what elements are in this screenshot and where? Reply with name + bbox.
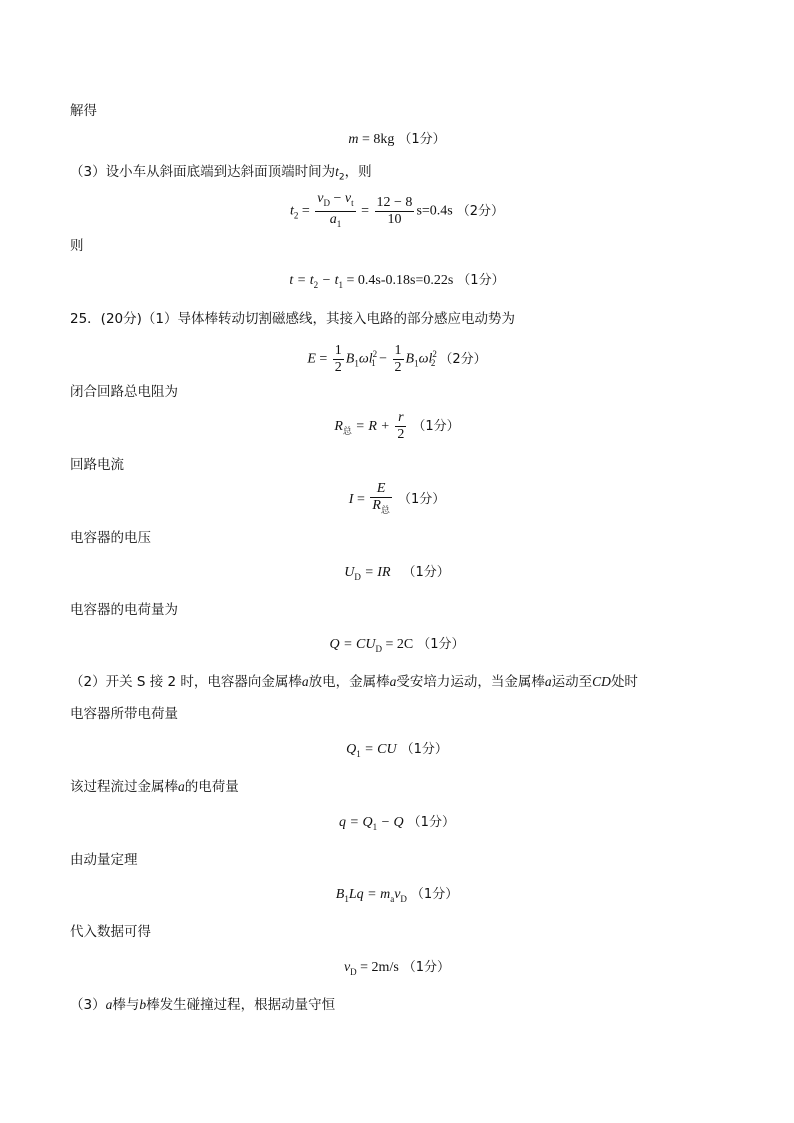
eq4-half2-den: 2 — [394, 359, 402, 375]
eq2-den2: 10 — [387, 211, 402, 227]
eq4-l2-sup: 2 — [432, 349, 437, 359]
eq8-tail: = 2C — [382, 637, 414, 652]
eq4-b1-sub: 1 — [354, 358, 359, 369]
eq2-num-a: v — [317, 191, 324, 206]
eq4-l1-sup: 2 — [372, 349, 378, 359]
part3-intro-b: ，则 — [344, 164, 372, 180]
part3-intro-sub: 2 — [338, 172, 345, 183]
part2-a: （2）开关 S 接 2 时，电容器向金属棒 — [70, 674, 302, 690]
eq11-mid-sub: a — [390, 893, 395, 904]
charge-a-var: a — [178, 779, 185, 794]
eq5-points: （1分） — [412, 419, 460, 434]
part2-b: 放电，金属棒 — [308, 674, 390, 690]
eq4-w2: ω — [418, 351, 429, 367]
eq4-l2: l — [428, 351, 433, 367]
text-jiede: 解得 — [70, 103, 97, 119]
eq6-den-sub: 总 — [380, 505, 390, 516]
eq5-den: 2 — [397, 427, 405, 443]
eq7-points: （1分） — [402, 565, 450, 580]
eq9-points: （1分） — [400, 742, 448, 757]
equation-current: I = $\frac{E}{R_总}$ （1分） — [0, 481, 794, 519]
eq10-mid: = Q — [346, 815, 373, 830]
eq3-mid2: − t — [318, 273, 339, 288]
eq4-points: （2分） — [439, 351, 487, 367]
eq4-half-1 — [333, 343, 344, 376]
text-part2-intro — [70, 673, 638, 691]
eq1-lhs: m — [348, 132, 359, 147]
eq6-points: （1分） — [397, 492, 446, 507]
text-charge-through-a — [70, 778, 239, 796]
eq11-tail: v — [394, 887, 401, 902]
eq11-tail-sub: D — [400, 893, 407, 904]
eq12-lhs: v — [343, 960, 351, 975]
eq8-lhs: Q — [329, 637, 340, 652]
part2-d-var: CD — [592, 674, 611, 689]
eq2-frac-symbolic: $\frac{v_D - v_t}{a_1}$ — [317, 191, 354, 229]
collision-prefix: （3） — [70, 997, 106, 1013]
eq8-mid-sub: D — [375, 643, 382, 654]
eq10-lhs: q — [339, 815, 347, 830]
text-part3-collision — [70, 996, 335, 1014]
eq2-num-a-sub: D — [323, 197, 330, 208]
eq2-points: （2分） — [456, 203, 505, 219]
eq11-lhs-sub: 1 — [344, 893, 349, 904]
eq1-rhs: = 8kg — [358, 132, 395, 147]
eq3-mid2-sub: 1 — [338, 279, 343, 290]
text-loop-current: 回路电流 — [70, 457, 124, 473]
eq4-w1: ω — [358, 351, 369, 367]
eq5-frac — [395, 410, 406, 443]
text-capacitor-charge: 电容器的电荷量为 — [70, 602, 178, 618]
equation-momentum — [0, 886, 794, 908]
eq7-rhs: = IR — [360, 565, 391, 580]
eq2-num-b-sub: t — [351, 197, 354, 208]
eq5-lhs: R — [334, 419, 343, 434]
eq4-l1-sub: 1 — [371, 358, 376, 369]
text-capacitor-voltage: 电容器的电压 — [70, 530, 151, 546]
text-substitute: 代入数据可得 — [70, 924, 151, 940]
eq2-den: a — [329, 211, 337, 227]
eq6-num: E — [370, 481, 392, 498]
eq4-half-2 — [393, 343, 404, 376]
equation-t — [0, 272, 794, 294]
text-capacitor-remaining: 电容器所带电荷量 — [70, 706, 178, 722]
text-q25-intro: 25．(20分)（1）导体棒转动切割磁感线，其接入电路的部分感应电动势为 — [70, 311, 515, 327]
equation-mass — [0, 131, 794, 149]
text-total-resistance: 闭合回路总电阻为 — [70, 384, 178, 400]
eq12-lhs-sub: D — [350, 966, 357, 977]
eq3-lhs: t — [289, 273, 294, 288]
eq7-lhs-sub: D — [354, 571, 361, 582]
eq8-mid: = CU — [339, 637, 376, 652]
eq9-lhs-sub: 1 — [356, 748, 361, 759]
text-momentum-theorem: 由动量定理 — [70, 852, 138, 868]
eq2-num2: 12 − 8 — [376, 194, 413, 210]
equation-velocity — [0, 959, 794, 981]
part2-c-var: a — [544, 674, 552, 689]
eq2-den-sub: 1 — [336, 218, 342, 229]
equation-resistance — [0, 408, 794, 446]
part3-intro-a: （3）设小车从斜面底端到达斜面顶端时间为 — [70, 164, 336, 180]
eq4-half2-num: 1 — [394, 342, 402, 358]
collision-b: 棒发生碰撞过程，根据动量守恒 — [146, 997, 336, 1013]
part2-b-var: a — [389, 674, 397, 689]
eq2-num-b: v — [344, 191, 352, 206]
eq5-mid: = R + — [351, 419, 394, 434]
eq4-half1-den: 2 — [334, 359, 342, 375]
eq6-lhs: I — [348, 492, 354, 507]
eq11-points: （1分） — [410, 887, 459, 902]
eq12-rhs: = 2m/s — [356, 960, 399, 975]
eq3-points: （1分） — [457, 273, 505, 288]
charge-a-suffix: 的电荷量 — [184, 779, 239, 795]
collision-var-a: a — [105, 997, 113, 1012]
eq3-tail: = 0.4s-0.18s=0.22s — [342, 273, 454, 288]
eq3-mid-sub: 2 — [313, 279, 319, 290]
eq4-b1: B — [345, 351, 355, 367]
eq2-frac-numeric — [375, 195, 415, 228]
text-ze: 则 — [70, 238, 84, 254]
eq9-lhs: Q — [346, 742, 357, 757]
eq8-points: （1分） — [417, 637, 465, 652]
equation-charge — [0, 636, 794, 658]
eq11-lhs: B — [335, 887, 345, 902]
collision-var-b: b — [139, 997, 147, 1012]
eq4-l1: l — [368, 351, 373, 367]
eq4-b2: B — [405, 351, 415, 367]
eq1-points: （1分） — [398, 132, 446, 147]
equation-t2: $t_2$ = $\frac{v_D - v_t}{a_1}$ = $\frac{12 - 8}{10}$ s=0.4s （2分） — [0, 191, 794, 229]
eq6-frac — [370, 481, 392, 518]
part2-a-var: a — [301, 674, 309, 689]
part2-c: 受安培力运动，当金属棒 — [396, 674, 545, 690]
eq2-lhs: t — [289, 203, 294, 219]
eq7-lhs: U — [344, 565, 355, 580]
equation-q — [0, 814, 794, 836]
eq4-half1-num: 1 — [334, 342, 342, 358]
collision-a: 棒与 — [112, 997, 140, 1013]
eq12-points: （1分） — [402, 960, 451, 975]
eq10-points: （1分） — [407, 815, 455, 830]
equation-voltage — [0, 564, 794, 586]
eq5-lhs-sub: 总 — [342, 425, 352, 436]
charge-a-prefix: 该过程流过金属棒 — [70, 779, 178, 795]
equation-emf: E = $\frac{1}{2}$ $B_1\omega l^2_1$ − $\frac{1}{2}$ $B_1\omega l^2_2$ （2分） — [307, 342, 487, 375]
part2-e: 处时 — [610, 674, 638, 690]
eq2-tail: s=0.4s — [416, 203, 453, 219]
eq4-lhs: E — [307, 351, 316, 367]
eq4-l2-sub: 2 — [430, 358, 436, 369]
eq2-lhs-sub: 2 — [293, 210, 299, 221]
eq9-rhs: = CU — [360, 742, 397, 757]
eq5-num: r — [395, 410, 406, 427]
eq10-mid-sub: 1 — [372, 821, 378, 832]
eq10-tail: − Q — [377, 815, 404, 830]
text-part3-intro — [70, 163, 372, 187]
eq6-den: R — [372, 498, 381, 514]
eq11-mid: Lq = m — [348, 887, 391, 902]
equation-q1 — [0, 741, 794, 763]
eq3-mid: = t — [293, 273, 314, 288]
part3-intro-var: t — [335, 164, 339, 179]
part2-d: 运动至 — [551, 674, 593, 690]
eq4-b2-sub: 1 — [414, 358, 419, 369]
